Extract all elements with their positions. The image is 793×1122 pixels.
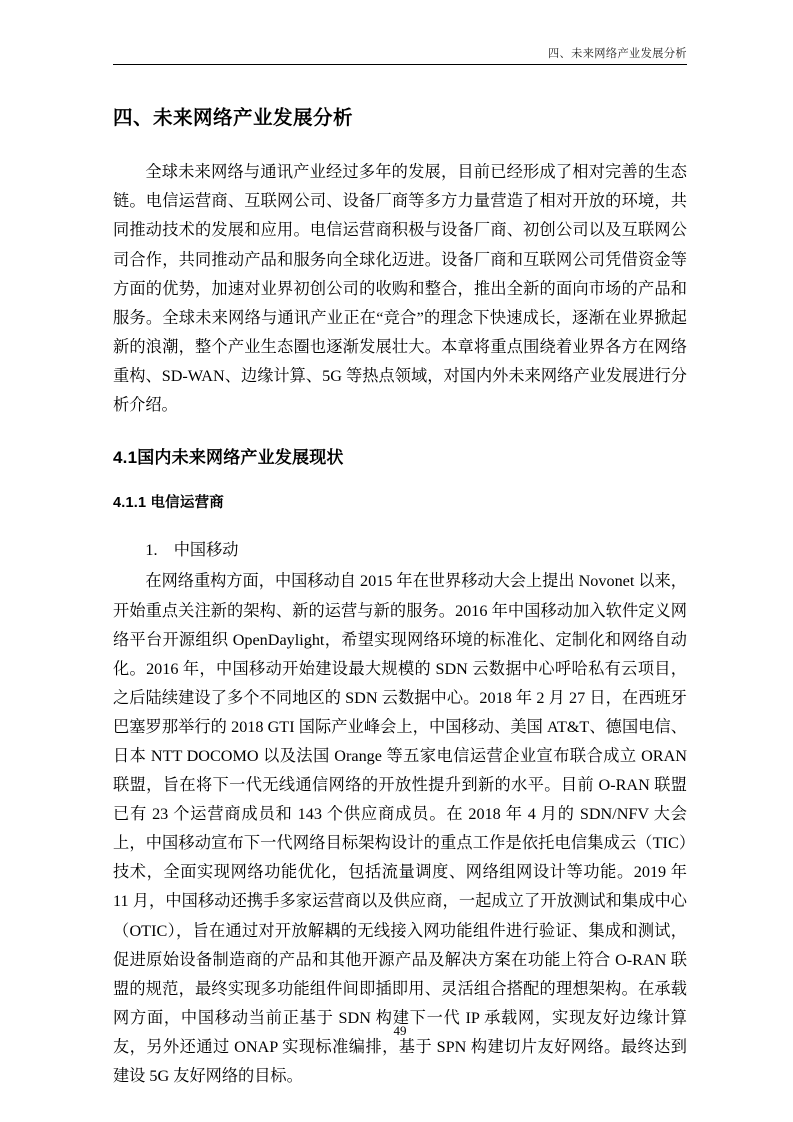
section-heading: 4.1国内未来网络产业发展现状: [113, 448, 344, 468]
china-mobile-paragraph: 在网络重构方面，中国移动自 2015 年在世界移动大会上提出 Novonet 以来，开始重点关注新的架构、新的运营与新的服务。2016 年中国移动加入软件定义网络平台开源组织 OpenDaylight，希望实现网络环境的标准化、定制化和网络自动化。2016 年，中国移动开始建设最大规模的 SDN 云数据中心呼哈私有云项目，之后陆续建设了多个不同地区的 SDN 云数据中心。2018 年 2 月 27 日，在西班牙巴塞罗那举行的 2018 GTI 国际产业峰会上，中国移动、美国 AT&T、德国电信、日本 NTT DOCOMO 以及法国 Orange 等五家电信运营企业宣布联合成立 ORAN 联盟，旨在将下一代无线通信网络的开放性提升到新的水平。目前 O-RAN 联盟已有 23 个运营商成员和 143 个供应商成员。在 2018 年 4 月的 SDN/NFV 大会上，中国移动宣布下一代网络目标架构设计的重点工作是依托电信集成云（TIC）技术，全面实现网络功能优化，包括流量调度、网络组网设计等功能。2019 年 11 月，中国移动还携手多家运营商以及供应商，一起成立了开放测试和集成中心（OTIC），旨在通过对开放解耦的无线接入网功能组件进行验证、集成和测试，促进原始设备制造商的产品和其他开源产品及解决方案在功能上符合 O-RAN 联盟的规范，最终实现多功能组件间即插即用、灵活组合搭配的理想架构。在承载网方面，中国移动当前正基于 SDN 构建下一代 IP 承载网，实现友好边缘计算友，另外还通过 ONAP 实现标准编排，基于 SPN 构建切片友好网络。最终达到建设 5G 友好网络的目标。: [113, 572, 687, 1086]
header-divider: [113, 64, 687, 65]
spacer: [113, 420, 687, 445]
page-footer: [113, 1022, 687, 1040]
page-content: [113, 104, 687, 1091]
chapter-heading: 四、未来网络产业发展分析: [113, 107, 354, 129]
subsection-heading: 4.1.1 电信运营商: [113, 494, 224, 511]
running-header-title: 四、未来网络产业发展分析: [547, 48, 687, 60]
page-header: [113, 48, 687, 65]
intro-paragraph: 全球未来网络与通讯产业经过多年的发展，目前已经形成了相对完善的生态链。电信运营商、互联网公司、设备厂商等多方力量营造了相对开放的环境，共同推动技术的发展和应用。电信运营商积极与设备厂商、初创公司以及互联网公司合作，共同推动产品和服务向全球化迈进。设备厂商和互联网公司凭借资金等方面的优势，加速对业界初创公司的收购和整合，推出全新的面向市场的产品和服务。全球未来网络与通讯产业正在“竞合”的理念下快速成长，逐渐在业界掀起新的浪潮，整个产业生态圈也逐渐发展壮大。本章将重点围绕着业界各方在网络重构、SD-WAN、边缘计算、5G 等热点领域，对国内外未来网络产业发展进行分析介绍。: [113, 163, 687, 414]
spacer: [113, 471, 687, 493]
numbered-list-item: 1. 中国移动: [145, 541, 239, 560]
spacer: [113, 133, 687, 158]
spacer: [113, 514, 687, 536]
page-number: 49: [393, 1023, 407, 1038]
